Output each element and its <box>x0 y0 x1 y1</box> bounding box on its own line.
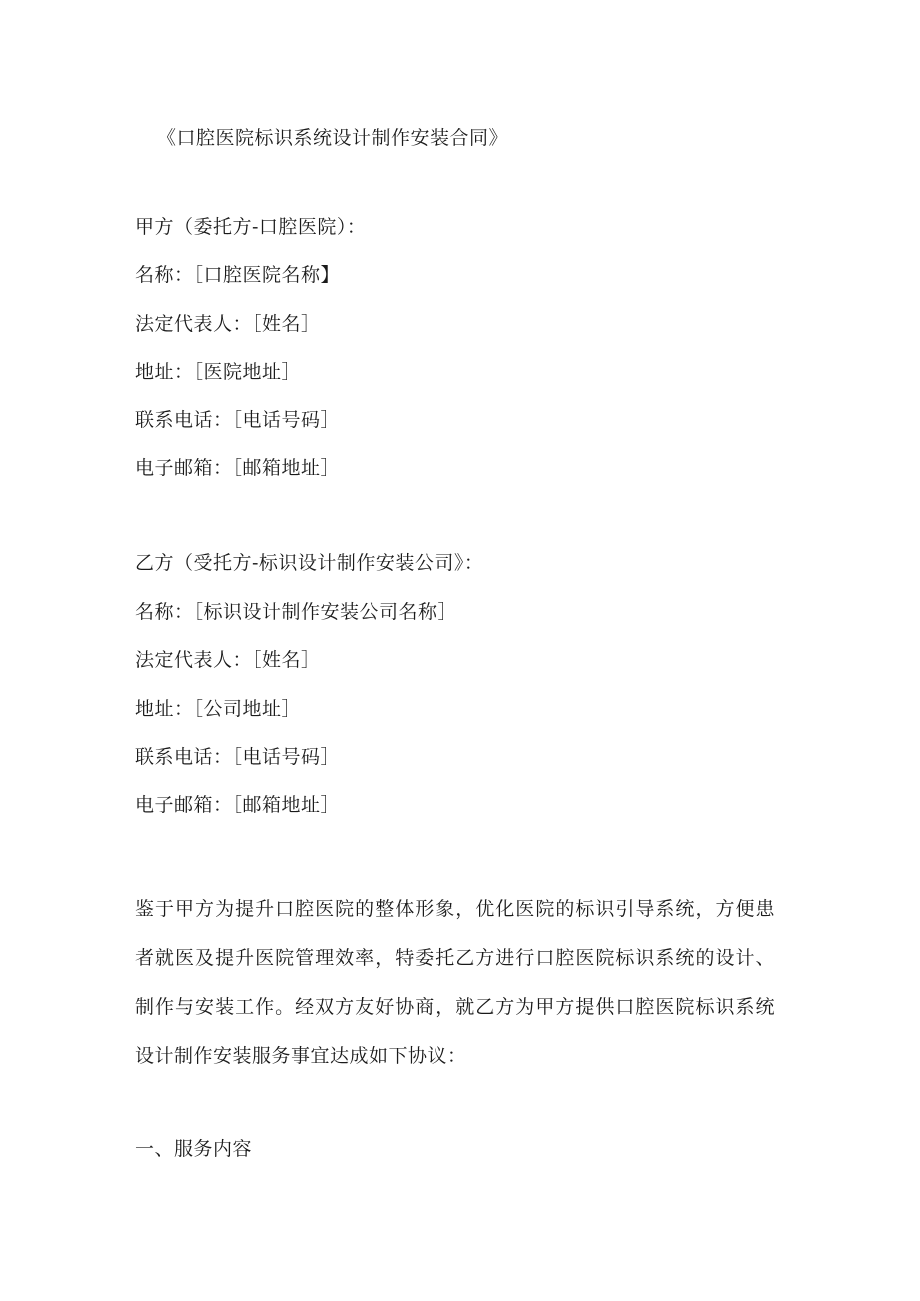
party-a-phone: 联系电话：［电话号码］ <box>135 409 341 431</box>
party-a-email: 电子邮箱：［邮箱地址］ <box>135 457 341 479</box>
party-b-legal-rep: 法定代表人：［姓名］ <box>135 649 321 671</box>
party-a-address: 地址：［医院地址］ <box>135 361 302 383</box>
document-title: 《口腔医院标识系统设计制作安装合同》 <box>157 127 509 149</box>
party-a-heading: 甲方（委托方-口腔医院）： <box>135 216 367 238</box>
party-b-heading: 乙方（受托方-标识设计制作安装公司》： <box>135 552 484 574</box>
party-a-name: 名称：［口腔医院名称】 <box>135 264 341 286</box>
preamble-paragraph: 鉴于甲方为提升口腔医院的整体形象，优化医院的标识引导系统，方便患者就医及提升医院管理效率，特委托乙方进行口腔医院标识系统的设计、制作与安装工作。经双方友好协商，就乙方为甲方提供口腔医院标识系统设计制作安装服务事宜达成如下协议： <box>135 898 775 1067</box>
party-a-legal-rep: 法定代表人：［姓名］ <box>135 313 321 335</box>
party-b-name: 名称：［标识设计制作安装公司名称］ <box>135 601 458 623</box>
party-b-email: 电子邮箱：［邮箱地址］ <box>135 794 341 816</box>
party-b-phone: 联系电话：［电话号码］ <box>135 746 341 768</box>
section-heading-service-content: 一、服务内容 <box>135 1138 253 1160</box>
party-b-address: 地址：［公司地址］ <box>135 698 302 720</box>
